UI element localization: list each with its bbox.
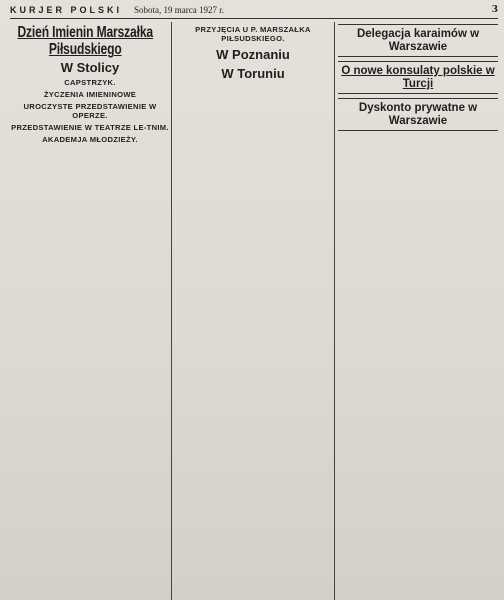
issue-date: Sobota, 19 marca 1927 r. (134, 5, 224, 15)
subheading-zyczenia: ŻYCZENIA IMIENINOWE (43, 90, 137, 99)
page-number: 3 (491, 5, 498, 15)
subheading-capstrzyk: CAPSTRZYK. (64, 78, 116, 87)
section-heading-poznan: W Poznaniu (216, 47, 290, 62)
headline-dyskonto: Dyskonto prywatne w Warszawie (338, 98, 498, 131)
subheading-opera: UROCZYSTE PRZEDSTAWIENIE W OPERZE. (23, 102, 157, 120)
column-2 (174, 22, 332, 600)
section-heading-torun: W Toruniu (221, 66, 285, 81)
column-divider (334, 22, 335, 600)
subheading-teatr-letni: PRZEDSTAWIENIE W TEATRZE LE-TNIM. (11, 123, 169, 132)
paper-name: KURJER POLSKI (10, 5, 123, 15)
headline-konsulaty: O nowe konsulaty polskie w Turcji (338, 61, 498, 94)
main-headline: Dzień Imienin Marszałka Piłsudskiego (17, 24, 153, 58)
column-divider (171, 22, 172, 600)
banner-wrap (10, 22, 170, 58)
section-heading-stolica: W Stolicy (60, 60, 120, 75)
headline-karaimi: Delegacja karaimów w Warszawie (338, 24, 498, 57)
subheading-przyjecia: PRZYJĘCIA U P. MARSZAŁKA PIŁSUDSKIEGO. (195, 25, 311, 43)
subheading-akademja: AKADEMJA MŁODZIEŻY. (42, 135, 138, 144)
column-3 (338, 22, 498, 600)
column-1 (10, 22, 170, 600)
masthead (10, 2, 498, 19)
